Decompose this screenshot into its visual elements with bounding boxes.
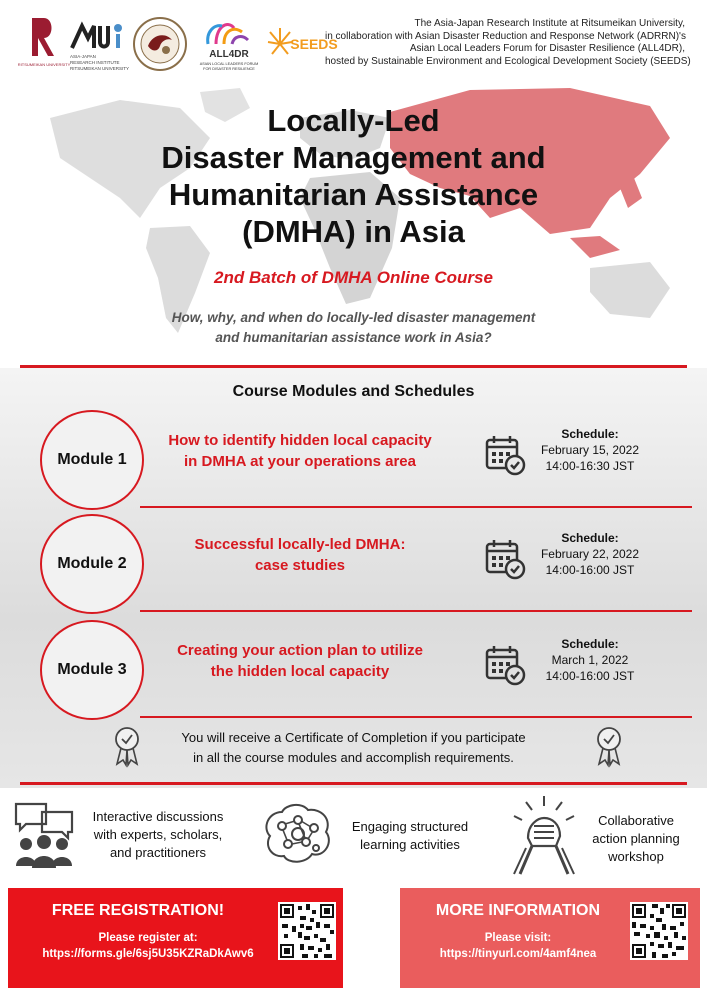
svg-text:ALL4DR: ALL4DR: [209, 49, 249, 60]
module-title-line: in DMHA at your operations area: [184, 453, 416, 470]
modules-section-title: Course Modules and Schedules: [232, 383, 475, 400]
feature-line: with experts, scholars,: [93, 827, 223, 842]
ritsumeikan-logo: [17, 14, 71, 74]
information-info: [400, 930, 636, 962]
question-line: and humanitarian assistance work in Asia?: [215, 330, 492, 345]
title-line: Locally-Led: [267, 103, 440, 138]
schedule-time: 14:00-16:00 JST: [545, 563, 635, 577]
module-underline: [140, 506, 692, 508]
title-line: Humanitarian Assistance: [168, 177, 539, 212]
svg-text:ASIA-JAPAN: ASIA-JAPAN: [70, 54, 96, 59]
free-registration-box: [8, 888, 343, 988]
module-badge: Module 1: [40, 410, 144, 510]
schedule-label: Schedule:: [561, 637, 619, 651]
module-title: [144, 534, 456, 576]
title-line: (DMHA) in Asia: [242, 214, 465, 249]
information-title: MORE INFORMATION: [435, 902, 601, 919]
svg-text:SEEDS: SEEDS: [290, 36, 338, 52]
discussion-group-icon: [12, 800, 76, 870]
adrrn-seal-logo: [132, 16, 188, 72]
module-underline: [140, 716, 692, 718]
schedule-label: Schedule:: [561, 427, 619, 441]
certificate-line: You will receive a Certificate of Completion if you participate: [181, 730, 526, 745]
feature-line: Interactive discussions: [92, 809, 224, 824]
course-title: [0, 102, 707, 250]
module-title-line: Creating your action plan to utilize: [177, 642, 423, 659]
module-1: [40, 410, 700, 510]
feature-line: and practitioners: [109, 845, 207, 860]
registration-url[interactable]: https://forms.gle/6sj5U35KZRaDkAwv6: [42, 948, 254, 960]
brain-network-icon: [258, 800, 338, 870]
svg-text:RESEARCH INSTITUTE: RESEARCH INSTITUTE: [70, 60, 120, 65]
module-title-line: Successful locally-led DMHA:: [194, 536, 406, 553]
qr-code-icon[interactable]: [278, 902, 336, 960]
module-schedule: [530, 636, 650, 684]
host-line: The Asia-Japan Research Institute at Ritsumeikan University,: [414, 18, 685, 29]
calendar-check-icon: [484, 434, 526, 476]
feature-line: Engaging structured: [351, 819, 469, 834]
module-title: [144, 430, 456, 472]
module-title-line: case studies: [254, 557, 346, 574]
feature-line: learning activities: [360, 837, 460, 852]
module-underline: [140, 610, 692, 612]
qr-code-icon[interactable]: [630, 902, 688, 960]
calendar-check-icon: [484, 644, 526, 686]
registration-title: FREE REGISTRATION!: [51, 902, 225, 919]
partner-logos: [17, 14, 338, 74]
module-title-line: the hidden local capacity: [210, 663, 390, 680]
module-schedule: [530, 530, 650, 578]
feature-line: action planning: [592, 831, 680, 846]
schedule-date: March 1, 2022: [551, 653, 629, 667]
host-line: in collaboration with Asian Disaster Reduction and Response Network (ADRRN)'s: [325, 30, 686, 42]
title-line: Disaster Management and: [161, 140, 546, 175]
registration-prompt: Please register at:: [98, 932, 198, 944]
feature-learning: [330, 818, 490, 854]
section-divider: [20, 365, 687, 368]
module-2: [40, 514, 700, 614]
svg-text:RITSUMEIKAN UNIVERSITY: RITSUMEIKAN UNIVERSITY: [17, 62, 71, 67]
information-prompt: Please visit:: [484, 932, 552, 944]
feature-line: Collaborative: [598, 813, 674, 828]
module-schedule: [530, 426, 650, 474]
module-badge: Module 2: [40, 514, 144, 614]
host-line: hosted by Sustainable Environment and Ecological Development Society (SEEDS): [325, 55, 691, 67]
all4dr-logo: [194, 14, 264, 74]
svg-text:RITSUMEIKAN UNIVERSITY: RITSUMEIKAN UNIVERSITY: [70, 66, 130, 71]
guiding-question: [0, 308, 707, 348]
svg-text:ASIAN LOCAL LEADERS FORUM: ASIAN LOCAL LEADERS FORUM: [199, 62, 259, 66]
host-line: Asian Local Leaders Forum for Disaster Resilience (ALL4DR),: [409, 43, 685, 54]
host-organizations: [325, 18, 691, 68]
calendar-check-icon: [484, 538, 526, 580]
schedule-date: February 15, 2022: [540, 443, 640, 457]
registration-info: [8, 930, 288, 962]
feature-action-planning: [566, 812, 706, 866]
module-title-line: How to identify hidden local capacity: [168, 432, 432, 449]
section-divider: [20, 782, 687, 785]
certificate-medal-icon: [594, 726, 624, 766]
schedule-label: Schedule:: [561, 531, 619, 545]
feature-line: workshop: [608, 849, 664, 864]
schedule-time: 14:00-16:00 JST: [545, 669, 635, 683]
module-badge: Module 3: [40, 620, 144, 720]
asia-japan-research-institute-logo: [68, 16, 130, 74]
feature-discussions: [68, 808, 248, 862]
information-url[interactable]: https://tinyurl.com/4amf4nea: [439, 948, 597, 960]
schedule-date: February 22, 2022: [540, 547, 640, 561]
module-3: [40, 620, 700, 720]
svg-text:FOR DISASTER RESILIENCE: FOR DISASTER RESILIENCE: [203, 67, 255, 71]
certificate-line: in all the course modules and accomplish requirements.: [193, 750, 514, 765]
more-information-box: [400, 888, 700, 988]
question-line: How, why, and when do locally-led disaster management: [171, 310, 536, 325]
module-title: [144, 640, 456, 682]
course-subtitle: 2nd Batch of DMHA Online Course: [214, 268, 493, 287]
schedule-time: 14:00-16:30 JST: [545, 459, 635, 473]
